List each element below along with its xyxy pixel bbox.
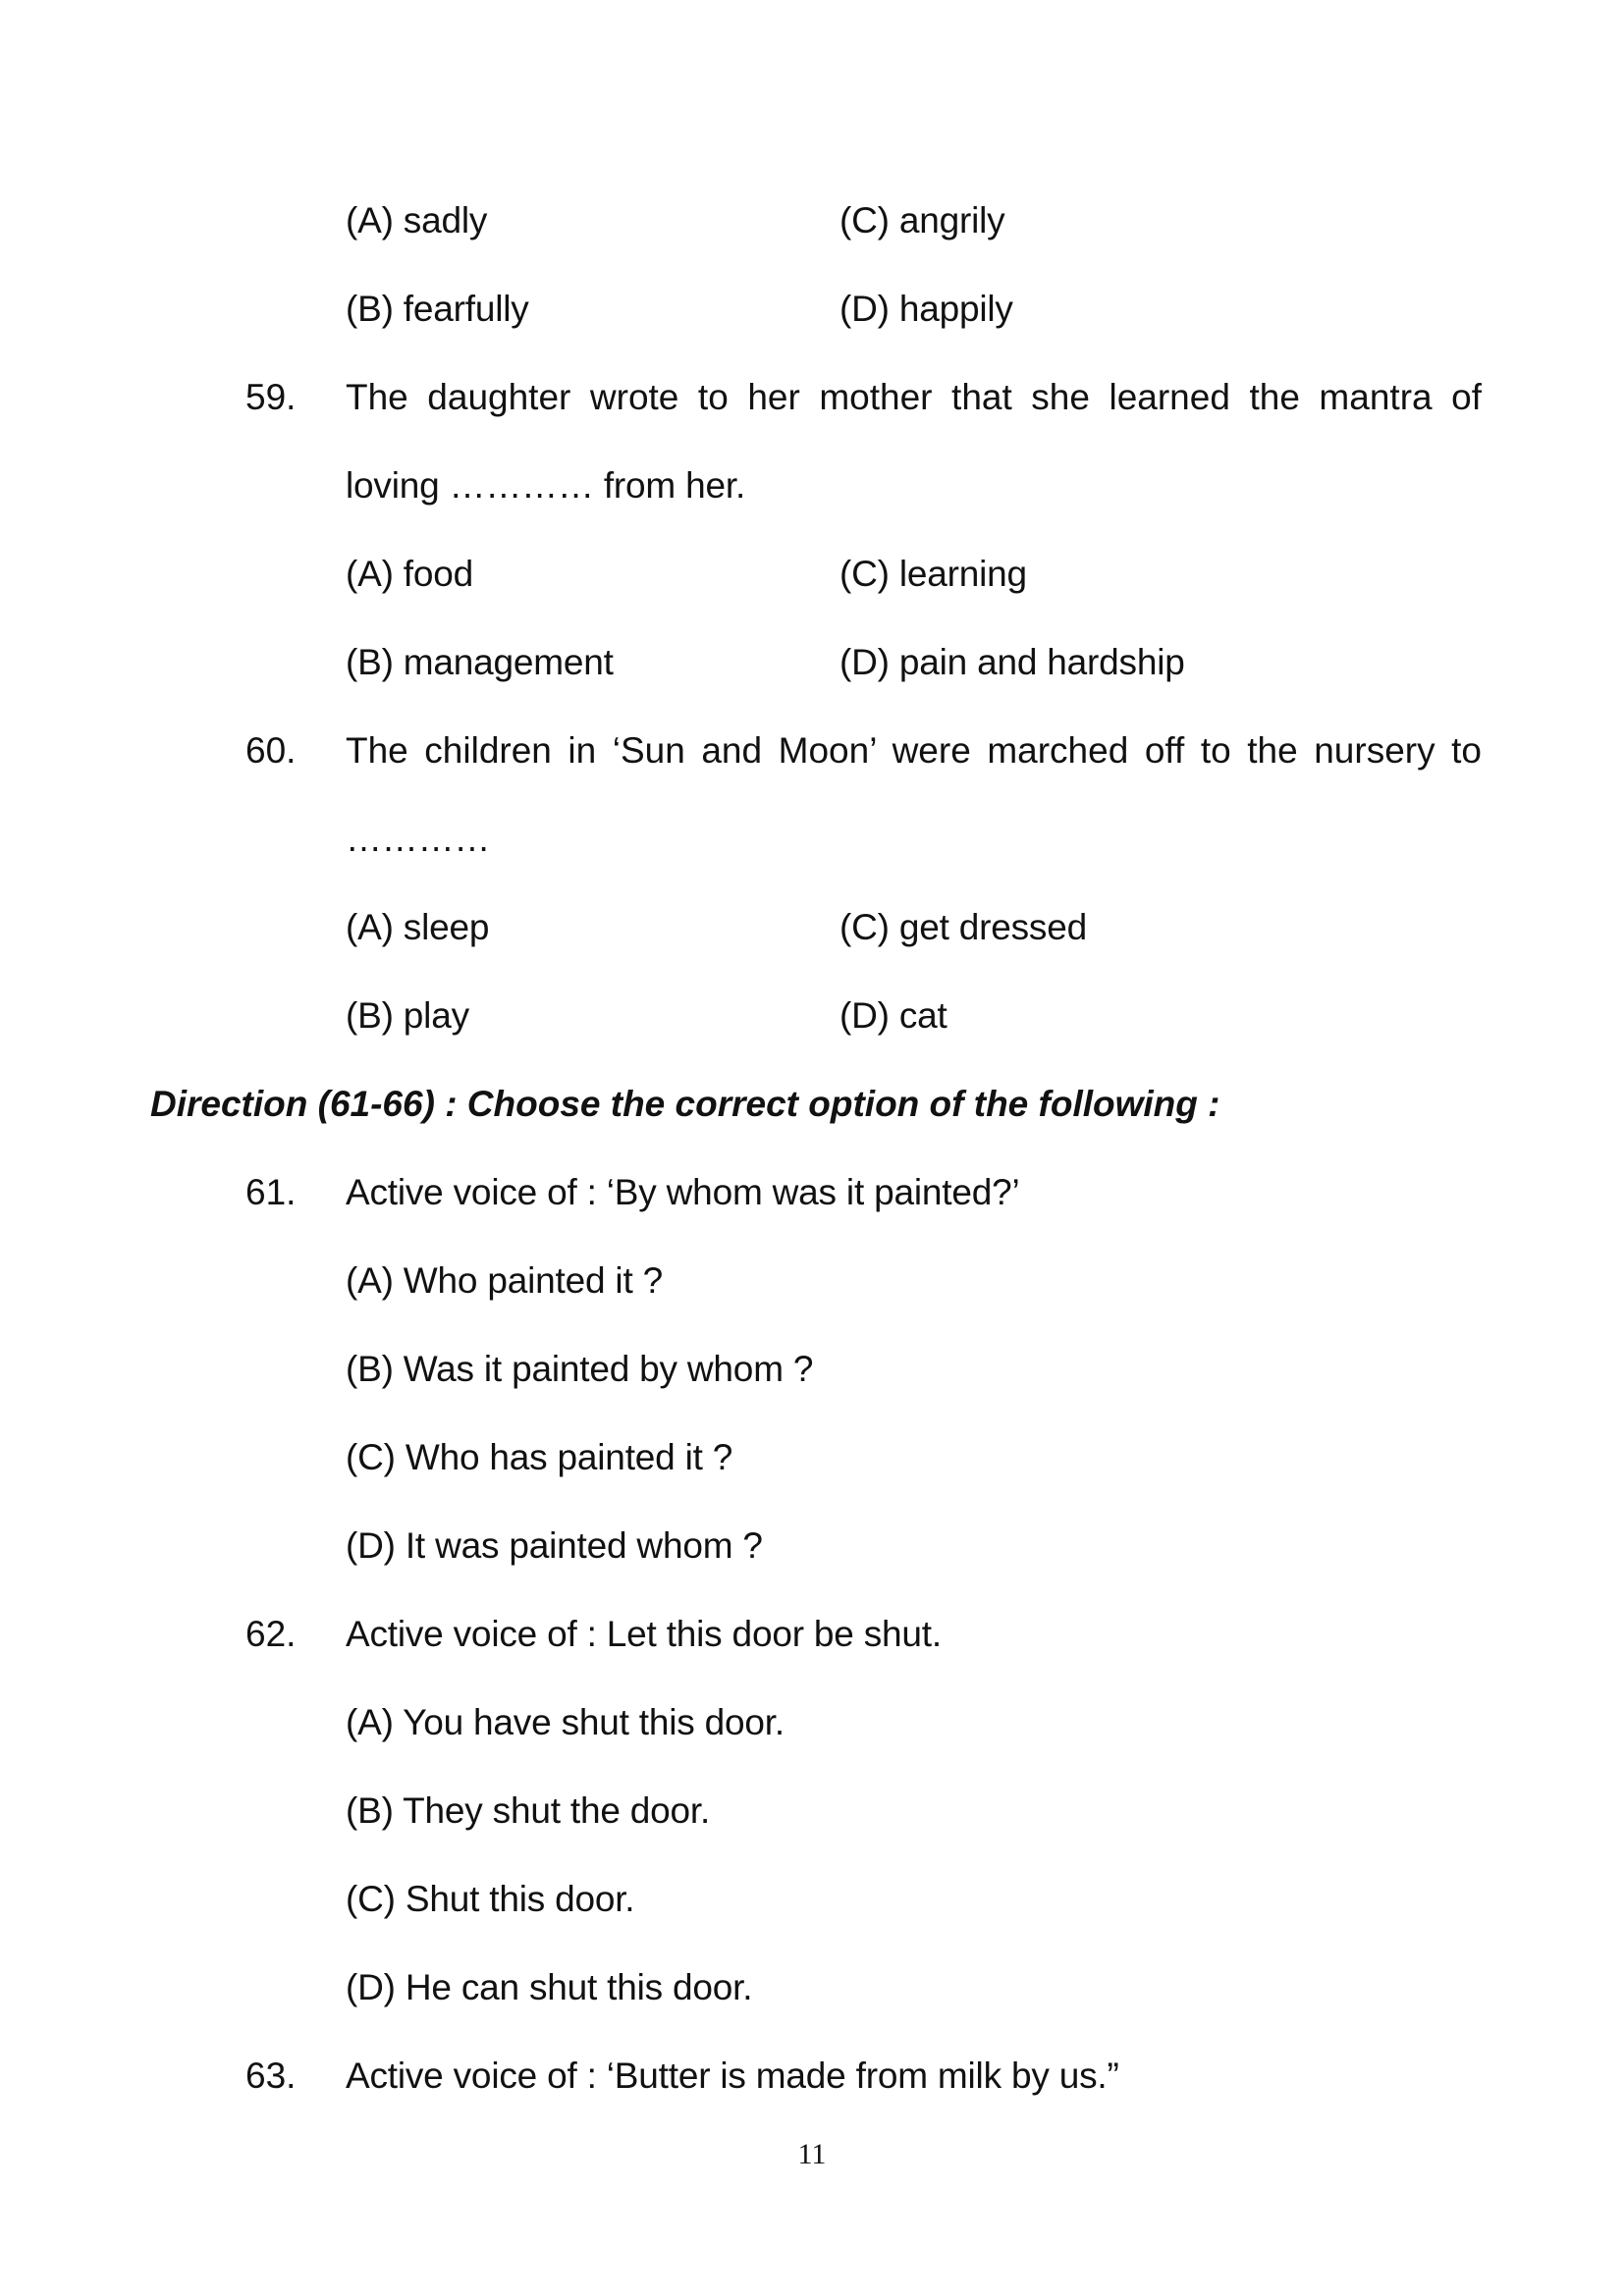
option-c: (C) Who has painted it ? [346,1437,733,1477]
option-b: (B) They shut the door. [346,1790,711,1831]
option-b: (B) Was it painted by whom ? [346,1349,814,1389]
page-number: 11 [797,2138,827,2170]
option-b: (B) play [346,995,469,1036]
option-c: (C) Shut this door. [346,1879,635,1919]
direction-heading: Direction (61-66) : Choose the correct option of the following : [150,1084,1220,1124]
question-text-line-1: The daughter wrote to her mother that she learned the mantra of [346,377,1482,417]
question-text: Active voice of : ‘By whom was it painted?’ [346,1172,1020,1212]
option-c: (C) get dressed [839,907,1087,947]
question-number: 61. [245,1172,297,1212]
question-text: Active voice of : Let this door be shut. [346,1614,942,1654]
option-d: (D) It was painted whom ? [346,1525,763,1566]
question-text-line-2: ………… [346,819,491,859]
option-d: (D) He can shut this door. [346,1967,753,2007]
option-a: (A) sadly [346,200,488,240]
question-number: 62. [245,1614,297,1654]
option-a: (A) sleep [346,907,490,947]
option-a: (A) You have shut this door. [346,1702,785,1742]
question-number: 63. [245,2056,297,2096]
option-d: (D) pain and hardship [839,642,1185,682]
question-text-line-2: loving ………… from her. [346,465,746,506]
question-text: Active voice of : ‘Butter is made from milk by us.” [346,2056,1119,2096]
question-number: 59. [245,377,297,417]
option-c: (C) learning [839,554,1027,594]
option-c: (C) angrily [839,200,1005,240]
option-b: (B) fearfully [346,289,529,329]
question-number: 60. [245,730,297,771]
option-a: (A) Who painted it ? [346,1260,663,1301]
option-d: (D) cat [839,995,947,1036]
option-a: (A) food [346,554,474,594]
question-text-line-1: The children in ‘Sun and Moon’ were marched off to the nursery to [346,730,1482,771]
option-b: (B) management [346,642,614,682]
option-d: (D) happily [839,289,1013,329]
